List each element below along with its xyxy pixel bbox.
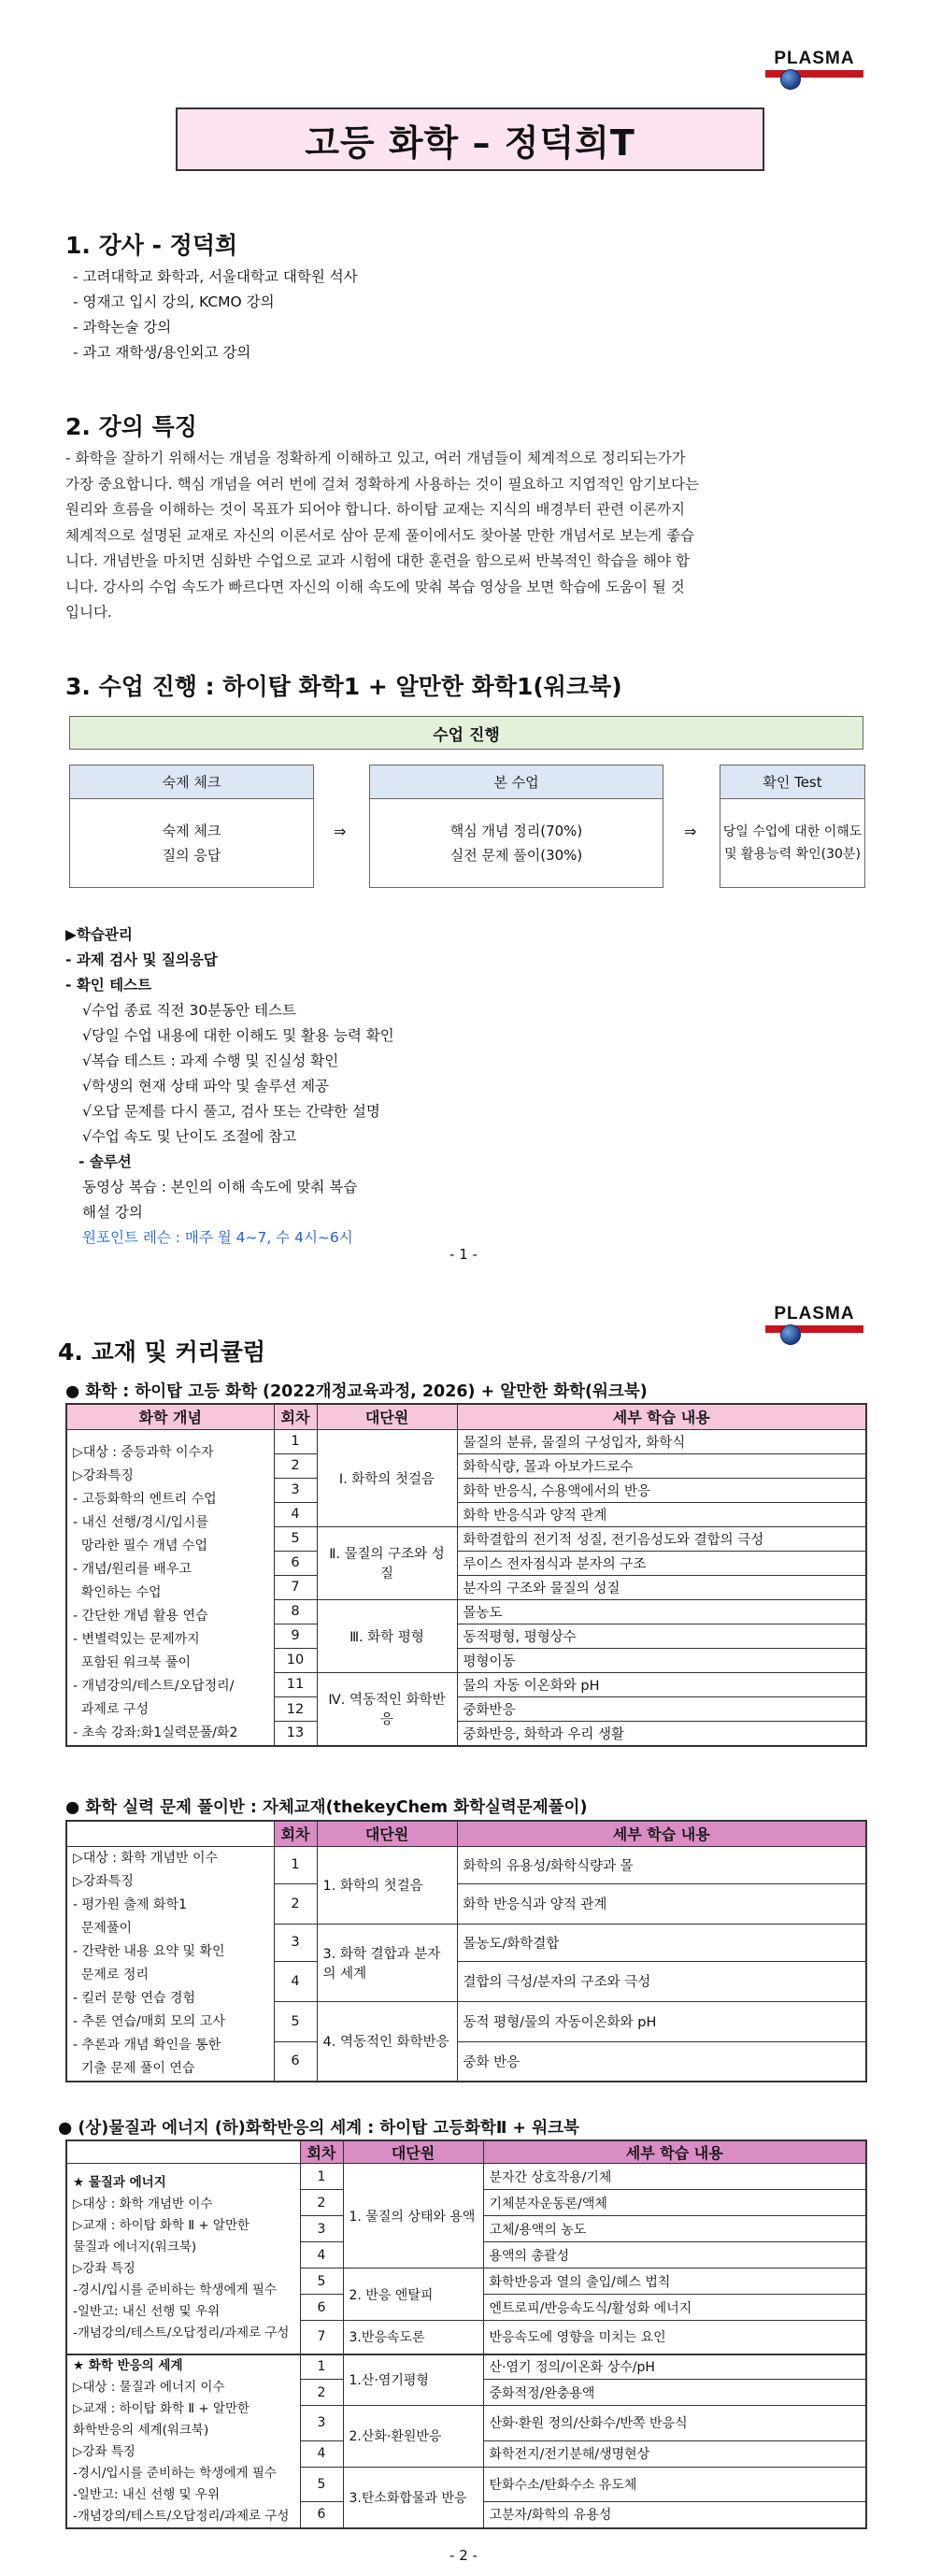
arrow-icon: ⇒ (334, 823, 347, 840)
course-description (66, 1846, 274, 2082)
flow-line: 핵심 개념 정리(70%) (449, 823, 583, 839)
table-1-caption: ● 화학 : 하이탑 고등 화학 (2022개정교육과정, 2026) + 알만한 화학(워크북) (65, 1382, 648, 1401)
detail-cell: 화학 반응식, 수용액에서의 반응 (457, 1478, 866, 1502)
desc-line: ▷강좌특징 (73, 1873, 134, 1889)
desc-line: - 초속 강좌:화1실력문풀/화2 (73, 1724, 238, 1740)
detail-cell: 분자간 상호작용/기체 (483, 2164, 866, 2190)
page-title: 고등 화학 – 정덕희T (176, 107, 764, 171)
session-number: 5 (300, 2467, 343, 2502)
plasma-logo (765, 49, 863, 92)
flow-title: 수업 진행 (69, 716, 863, 750)
list-item: - 고려대학교 화학과, 서울대학교 대학원 석사 (73, 268, 358, 285)
detail-cell: 중화반응 (457, 1697, 866, 1722)
desc-line: - 평가원 출제 화학1 (73, 1896, 187, 1912)
desc-line: - 추론과 개념 확인을 통한 (73, 2037, 221, 2053)
session-number: 6 (300, 2502, 343, 2528)
management-item: - 과제 검사 및 질의응답 (65, 952, 218, 968)
desc-line: ★ 물질과 에너지 (73, 2175, 166, 2191)
management-title: ▶학습관리 (65, 926, 133, 943)
solution-item: 해설 강의 (82, 1204, 143, 1221)
detail-cell: 용액의 총괄성 (483, 2242, 866, 2268)
paragraph-line: 원리와 흐름을 이해하는 것이 목표가 되어야 합니다. 하이탑 교재는 지식의 배경부터 관련 이론까지 (65, 501, 685, 518)
section-2-heading: 2. 강의 특징 (65, 413, 197, 440)
flow-box-body (370, 799, 663, 887)
detail-cell: 탄화수소/탄화수소 유도체 (483, 2467, 866, 2502)
session-number: 11 (274, 1672, 317, 1696)
desc-line: 확인하는 수업 (73, 1584, 162, 1600)
check-item: √당일 수업 내용에 대한 이해도 및 활용 능력 확인 (82, 1027, 394, 1044)
desc-line: -개념강의/테스트/오답정리/과제로 구성 (73, 2508, 290, 2524)
table-2-caption: ● 화학 실력 문제 풀이반 : 자체교재(thekeyChem 화학실력문제풀이) (65, 1798, 588, 1817)
desc-line: ▷강좌 특징 (73, 2443, 135, 2459)
detail-cell: 화학전지/전기분해/생명현상 (483, 2440, 866, 2467)
session-number: 4 (300, 2242, 343, 2268)
desc-line: 포함된 워크북 풀이 (73, 1654, 191, 1670)
section-3-heading: 3. 수업 진행 : 하이탑 화학1 + 알만한 화학1(워크북) (65, 673, 622, 700)
session-number: 5 (274, 1526, 317, 1551)
flow-line: 질의 응답 (162, 847, 221, 864)
page-number: - 2 - (449, 2547, 478, 2564)
page-1 (0, 0, 927, 1285)
desc-line: ▷강좌특징 (73, 1467, 134, 1483)
unit-cell: Ⅱ. 물질의 구조와 성질 (317, 1526, 457, 1599)
desc-line: -일반고: 내신 선행 및 우위 (73, 2304, 220, 2320)
table-header: 회차 (300, 2140, 343, 2164)
session-number: 2 (274, 1453, 317, 1478)
desc-line: 기출 문제 풀이 연습 (73, 2060, 195, 2076)
detail-cell: 중화 반응 (457, 2041, 866, 2082)
detail-cell: 평형이동 (457, 1648, 866, 1672)
curriculum-table-3 (65, 2140, 867, 2529)
check-item: √복습 테스트 : 과제 수행 및 진실성 확인 (82, 1052, 339, 1069)
flow-box-header: 본 수업 (370, 766, 663, 799)
desc-line: 문제풀이 (73, 1920, 132, 1936)
session-number: 4 (300, 2440, 343, 2467)
unit-cell: 1.산·염기평형 (343, 2354, 483, 2406)
desc-line: - 간략한 내용 요약 및 확인 (73, 1943, 225, 1959)
unit-cell: 3. 화학 결합과 분자의 세계 (317, 1924, 457, 2001)
detail-cell: 결합의 극성/분자의 구조와 극성 (457, 1961, 866, 2001)
unit-cell: 4. 역동적인 화학반응 (317, 2001, 457, 2082)
check-item: √오답 문제를 다시 풀고, 검사 또는 간략한 설명 (82, 1103, 380, 1120)
table-header: 회차 (274, 1821, 317, 1846)
detail-cell: 중화반응, 화학과 우리 생활 (457, 1722, 866, 1746)
desc-line: ▷대상 : 중등과학 이수자 (73, 1444, 214, 1460)
course-description (66, 1429, 274, 1746)
detail-cell: 몰농도/화학결합 (457, 1924, 866, 1961)
detail-cell: 기체분자운동론/액체 (483, 2190, 866, 2216)
session-number: 5 (274, 2001, 317, 2041)
detail-cell: 화학식량, 몰과 아보가드로수 (457, 1453, 866, 1478)
desc-line: -경시/입시를 준비하는 학생에게 필수 (73, 2283, 277, 2298)
detail-cell: 화학 반응식과 양적 관계 (457, 1502, 866, 1526)
session-number: 1 (300, 2164, 343, 2190)
desc-line: - 변별력있는 문제까지 (73, 1631, 200, 1647)
logo-text: PLASMA (774, 1304, 855, 1324)
section-4-heading: 4. 교재 및 커리큘럼 (58, 1338, 266, 1366)
detail-cell: 산화·환원 정의/산화수/반쪽 반응식 (483, 2406, 866, 2441)
session-number: 1 (274, 1429, 317, 1453)
paragraph-line: 체계적으로 설명된 교재로 자신의 이론서로 삼아 문제 풀이에서도 찾아볼 만한 개념서로 보는게 좋습 (65, 526, 695, 544)
table-header: 대단원 (317, 1821, 457, 1846)
paragraph-line: 니다. 개념반을 마치면 심화반 수업으로 교과 시험에 대한 훈련을 함으로써 반복적인 학습을 해야 합 (65, 552, 690, 569)
instructor-list (73, 265, 358, 365)
session-number: 10 (274, 1648, 317, 1672)
table-header: 세부 학습 내용 (457, 1821, 866, 1846)
globe-icon (780, 69, 801, 90)
unit-cell: Ⅰ. 화학의 첫걸음 (317, 1429, 457, 1526)
detail-cell: 동적 평형/물의 자동이온화와 pH (457, 2001, 866, 2041)
solution-item: 동영상 복습 : 본인의 이해 속도에 맞춰 복습 (82, 1179, 358, 1195)
table-header-blank (66, 2140, 300, 2164)
session-number: 2 (300, 2190, 343, 2216)
flow-line: 및 활용능력 확인(30분) (724, 847, 861, 862)
session-number: 2 (300, 2380, 343, 2406)
session-number: 6 (300, 2295, 343, 2321)
flow-box-body (70, 799, 313, 887)
check-item: √수업 종료 직전 30분동안 테스트 (82, 1002, 296, 1019)
unit-cell: 1. 물질의 상태와 용액 (343, 2164, 483, 2268)
table-header: 화학 개념 (66, 1404, 274, 1429)
section-1-heading: 1. 강사 - 정덕희 (65, 232, 238, 259)
desc-line: ▷대상 : 물질과 에너지 이수 (73, 2379, 225, 2395)
detail-cell: 루이스 전자점식과 분자의 구조 (457, 1551, 866, 1575)
paragraph-line: 니다. 강사의 수업 속도가 빠르다면 자신의 이해 속도에 맞춰 복습 영상을 보면 학습에 도움이 될 것 (65, 578, 685, 595)
desc-line: ▷교재 : 하이탑 화학 Ⅱ + 알만한 (73, 2218, 250, 2234)
session-number: 13 (274, 1722, 317, 1746)
desc-line: ▷강좌 특징 (73, 2261, 135, 2277)
unit-cell: 1. 화학의 첫걸음 (317, 1846, 457, 1924)
desc-line: -경시/입시를 준비하는 학생에게 필수 (73, 2465, 277, 2481)
curriculum-table-2 (65, 1820, 867, 2082)
flow-box-body (720, 799, 864, 887)
detail-cell: 중화적정/완충용액 (483, 2380, 866, 2406)
table-header-blank (66, 1821, 274, 1846)
session-number: 4 (274, 1961, 317, 2001)
table-header: 회차 (274, 1404, 317, 1429)
session-number: 5 (300, 2268, 343, 2295)
detail-cell: 산·염기 정의/이온화 상수/pH (483, 2354, 866, 2380)
flow-line: 실전 문제 풀이(30%) (449, 847, 583, 864)
list-item: - 과고 재학생/용인외고 강의 (73, 344, 251, 361)
detail-cell: 화학의 유용성/화학식량과 몰 (457, 1846, 866, 1883)
paragraph-line: - 화학을 잘하기 위해서는 개념을 정확하게 이해하고 있고, 여러 개념들이 체계적으로 정리되는가가 (65, 450, 686, 466)
session-number: 3 (300, 2216, 343, 2242)
unit-cell: Ⅲ. 화학 평형 (317, 1599, 457, 1672)
management-item: - 솔루션 (78, 1153, 132, 1170)
flow-box-header: 확인 Test (720, 766, 864, 799)
course-description-b (66, 2354, 300, 2528)
session-number: 6 (274, 2041, 317, 2082)
desc-line: 화학반응의 세계(워크북) (73, 2422, 209, 2438)
paragraph-line: 가장 중요합니다. 핵심 개념을 여러 번에 걸쳐 정확하게 사용하는 것이 필요하고 지엽적인 암기보다는 (65, 475, 699, 493)
arrow-icon: ⇒ (684, 823, 697, 840)
detail-cell: 물의 자동 이온화와 pH (457, 1672, 866, 1696)
session-number: 9 (274, 1624, 317, 1648)
session-number: 1 (300, 2354, 343, 2380)
detail-cell: 분자의 구조와 물질의 성질 (457, 1575, 866, 1599)
globe-icon (780, 1324, 801, 1345)
session-number: 6 (274, 1551, 317, 1575)
session-number: 3 (274, 1478, 317, 1502)
detail-cell: 고분자/화학의 유용성 (483, 2502, 866, 2528)
detail-cell: 엔트로피/반응속도식/활성화 에너지 (483, 2295, 866, 2321)
list-item: - 과학논술 강의 (73, 319, 172, 336)
desc-line: - 킬러 문항 연습 경험 (73, 1990, 196, 2006)
desc-line: ★ 화학 반응의 세계 (73, 2357, 183, 2373)
plasma-logo (765, 1304, 863, 1347)
desc-line: - 개념강의/테스트/오답정리/ (73, 1678, 235, 1694)
desc-line: -일반고: 내신 선행 및 우위 (73, 2486, 220, 2502)
flow-box-main-class (369, 765, 663, 888)
desc-line: ▷대상 : 화학 개념반 이수 (73, 2197, 213, 2212)
desc-line: 과제로 구성 (73, 1701, 149, 1717)
paragraph-line: 입니다. (65, 604, 112, 621)
desc-line: - 내신 선행/경시/입시를 (73, 1514, 209, 1530)
detail-cell: 화학반응과 열의 출입/헤스 법칙 (483, 2268, 866, 2295)
desc-line: - 간단한 개념 활용 연습 (73, 1608, 208, 1624)
flow-line: 당일 수업에 대한 이해도 (722, 824, 863, 839)
list-item: - 영재고 입시 강의, KCMO 강의 (73, 293, 275, 310)
desc-line: 망라한 필수 개념 수업 (73, 1538, 207, 1553)
desc-line: ▷교재 : 하이탑 화학 Ⅱ + 알만한 (73, 2400, 250, 2416)
session-number: 3 (274, 1924, 317, 1961)
desc-line: 문제로 정리 (73, 1967, 149, 1982)
desc-line: 물질과 에너지(워크북) (73, 2240, 197, 2255)
desc-line: -개념강의/테스트/오답정리/과제로 구성 (73, 2326, 290, 2341)
features-paragraph (65, 446, 864, 626)
table-header: 세부 학습 내용 (457, 1404, 866, 1429)
detail-cell: 동적평형, 평형상수 (457, 1624, 866, 1648)
page-number: - 1 - (449, 1246, 478, 1263)
session-number: 8 (274, 1599, 317, 1624)
table-header: 대단원 (343, 2140, 483, 2164)
table-header: 세부 학습 내용 (483, 2140, 866, 2164)
detail-cell: 고체/용액의 농도 (483, 2216, 866, 2242)
flow-box-test (720, 765, 865, 888)
unit-cell: 2.산화·환원반응 (343, 2406, 483, 2468)
course-description-a (66, 2164, 300, 2354)
management-item: - 확인 테스트 (65, 977, 152, 994)
session-number: 3 (300, 2406, 343, 2441)
logo-text: PLASMA (774, 49, 855, 68)
study-management (65, 923, 394, 1251)
flow-line: 숙제 체크 (162, 823, 221, 839)
unit-cell: 2. 반응 엔탈피 (343, 2268, 483, 2321)
session-number: 7 (274, 1575, 317, 1599)
detail-cell: 반응속도에 영향을 미치는 요인 (483, 2321, 866, 2354)
session-number: 12 (274, 1697, 317, 1722)
check-item: √학생의 현재 상태 파악 및 솔루션 제공 (82, 1078, 330, 1095)
session-number: 4 (274, 1502, 317, 1526)
page-2 (0, 1285, 927, 2576)
unit-cell: Ⅳ. 역동적인 화학반응 (317, 1672, 457, 1745)
curriculum-table-1 (65, 1403, 867, 1747)
desc-line: ▷대상 : 화학 개념반 이수 (73, 1850, 218, 1866)
session-number: 7 (300, 2321, 343, 2354)
table-header: 대단원 (317, 1404, 457, 1429)
solution-item: 원포인트 레슨 : 매주 월 4~7, 수 4시~6시 (82, 1229, 353, 1246)
desc-line: - 고등화학의 엔트리 수업 (73, 1491, 217, 1507)
flow-box-header: 숙제 체크 (70, 766, 313, 799)
detail-cell: 화학 반응식과 양적 관계 (457, 1883, 866, 1924)
check-item: √수업 속도 및 난이도 조절에 참고 (82, 1128, 297, 1145)
unit-cell: 3.반응속도론 (343, 2321, 483, 2354)
detail-cell: 화학결합의 전기적 성질, 전기음성도와 결합의 극성 (457, 1526, 866, 1551)
flow-box-homework (69, 765, 314, 888)
session-number: 1 (274, 1846, 317, 1883)
desc-line: - 개념/원리를 배우고 (73, 1561, 192, 1577)
detail-cell: 몰농도 (457, 1599, 866, 1624)
unit-cell: 3.탄소화합물과 반응 (343, 2467, 483, 2528)
session-number: 2 (274, 1883, 317, 1924)
detail-cell: 물질의 분류, 물질의 구성입자, 화학식 (457, 1429, 866, 1453)
table-3-caption: ● (상)물질과 에너지 (하)화학반응의 세계 : 하이탑 고등화학Ⅱ + 워크북 (58, 2119, 579, 2138)
desc-line: - 추론 연습/매회 모의 고사 (73, 2013, 225, 2029)
